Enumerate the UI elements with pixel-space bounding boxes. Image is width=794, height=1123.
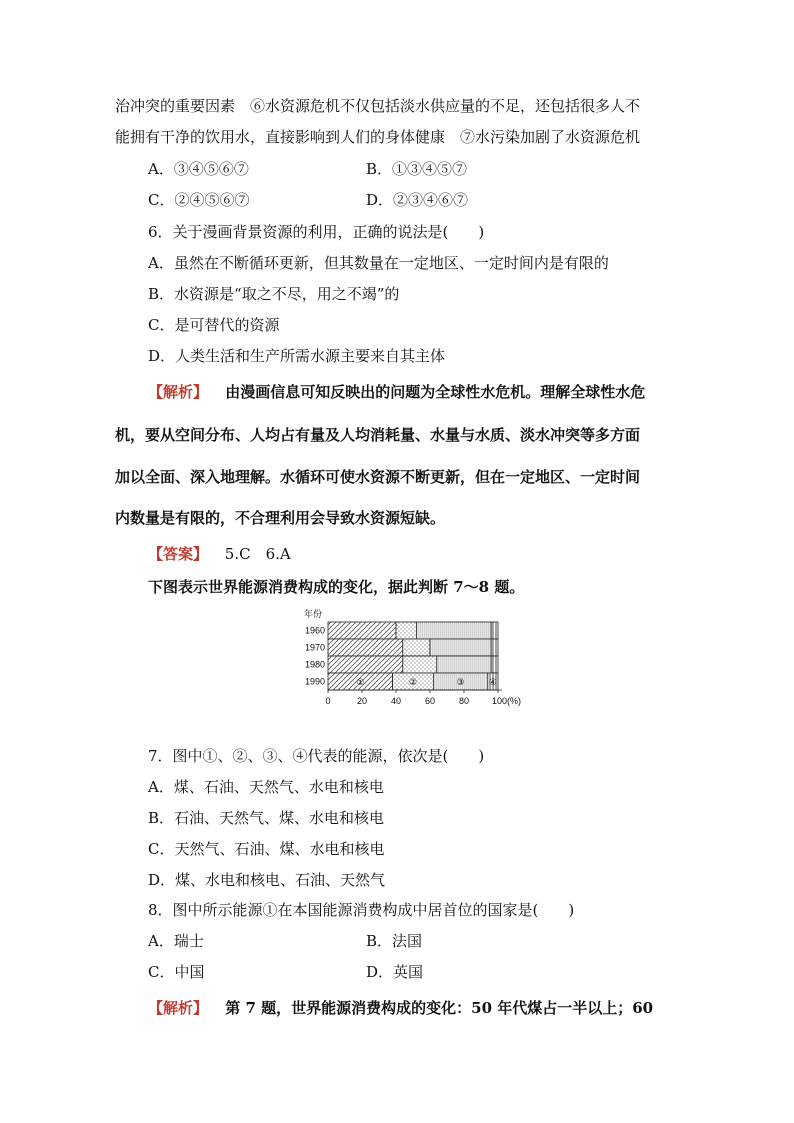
bar-segment-1960-4	[491, 622, 498, 639]
chart-intro: 下图表示世界能源消费构成的变化，据此判断 7～8 题。	[148, 578, 525, 596]
analysis-tag: 【解析】	[148, 999, 209, 1017]
series-label-2: ②	[408, 677, 418, 687]
q5-option-a: A．③④⑤⑥⑦	[148, 160, 249, 178]
x-tick-label: 20	[356, 696, 368, 706]
series-label-3: ③	[456, 677, 465, 687]
bar-segment-1980-3	[437, 656, 491, 673]
energy-consumption-chart	[300, 608, 540, 736]
bar-segment-1970-4	[491, 639, 498, 656]
analysis2	[148, 998, 653, 1018]
answer1	[148, 544, 291, 564]
q6-option-a: A．虽然在不断循环更新，但其数量在一定地区、一定时间内是有限的	[148, 254, 609, 272]
y-tick-label: 1970	[304, 642, 325, 653]
analysis1-line4: 内数量是有限的，不合理利用会导致水资源短缺。	[115, 509, 446, 527]
x-tick-label: 0	[325, 696, 331, 706]
bar-segment-1980-1	[328, 656, 403, 673]
series-label-4: ④	[488, 677, 497, 687]
q7-option-b: B．石油、天然气、煤、水电和核电	[148, 809, 385, 827]
bar-segment-1980-4	[491, 656, 498, 673]
analysis-tag: 【解析】	[148, 383, 209, 401]
analysis1-text: 由漫画信息可知反映出的问题为全球性水危机。理解全球性水危	[225, 383, 646, 401]
y-axis-label: 年份	[304, 609, 323, 619]
analysis1-line2: 机，要从空间分布、人均占有量及人均消耗量、水量与水质、淡水冲突等多方面	[115, 426, 641, 444]
para1-line2: 能拥有干净的饮用水，直接影响到人们的身体健康 ⑦水污染加剧了水资源危机	[115, 128, 641, 146]
x-tick-label: 60	[424, 696, 436, 706]
q7-stem: 7．图中①、②、③、④代表的能源，依次是( )	[148, 747, 485, 765]
q7-option-c: C．天然气、石油、煤、水电和核电	[148, 840, 385, 858]
q7-option-a: A．煤、石油、天然气、水电和核电	[148, 778, 384, 796]
q8-option-a: A．瑞士	[148, 932, 204, 950]
x-tick-label: 80	[458, 696, 470, 706]
q5-option-d: D．②③④⑥⑦	[366, 191, 469, 209]
q6-option-d: D．人类生活和生产所需水源主要来自其主体	[148, 347, 446, 365]
x-tick-label: 100(%)	[492, 696, 522, 706]
answer-tag: 【答案】	[148, 545, 209, 563]
q5-option-b: B．①③④⑤⑦	[366, 160, 468, 178]
bar-segment-1960-1	[328, 622, 396, 639]
q7-option-d: D．煤、水电和核电、石油、天然气	[148, 871, 386, 889]
q8-option-b: B．法国	[366, 932, 423, 950]
para1-line1: 治冲突的重要因素 ⑥水资源危机不仅包括淡水供应量的不足，还包括很多人不	[115, 97, 641, 115]
q5-option-c: C．②④⑤⑥⑦	[148, 191, 250, 209]
bar-segment-1970-1	[328, 639, 403, 656]
bar-segment-1980-2	[403, 656, 437, 673]
q8-stem: 8．图中所示能源①在本国能源消费构成中居首位的国家是( )	[148, 901, 575, 919]
y-tick-label: 1960	[304, 625, 325, 636]
bar-segment-1960-3	[416, 622, 491, 639]
analysis1-line3: 加以全面、深入地理解。水循环可使水资源不断更新，但在一定地区、一定时间	[115, 468, 641, 486]
q8-option-c: C．中国	[148, 963, 205, 981]
series-label-1: ①	[356, 677, 365, 687]
x-tick-label: 40	[390, 696, 402, 706]
q6-stem: 6．关于漫画背景资源的利用，正确的说法是( )	[148, 223, 485, 241]
q6-option-c: C．是可替代的资源	[148, 316, 280, 334]
analysis1-line1	[148, 382, 645, 402]
bar-segment-1970-3	[430, 639, 491, 656]
bar-segment-1970-2	[403, 639, 430, 656]
analysis2-text: 第 7 题，世界能源消费构成的变化：50 年代煤占一半以上；60	[225, 999, 654, 1017]
answer1-text: 5.C 6.A	[224, 545, 291, 563]
q8-option-d: D．英国	[366, 963, 424, 981]
q6-option-b: B．水资源是“取之不尽，用之不竭”的	[148, 285, 400, 303]
y-tick-label: 1980	[304, 659, 325, 670]
bar-segment-1960-2	[396, 622, 416, 639]
y-tick-label: 1990	[304, 676, 325, 687]
